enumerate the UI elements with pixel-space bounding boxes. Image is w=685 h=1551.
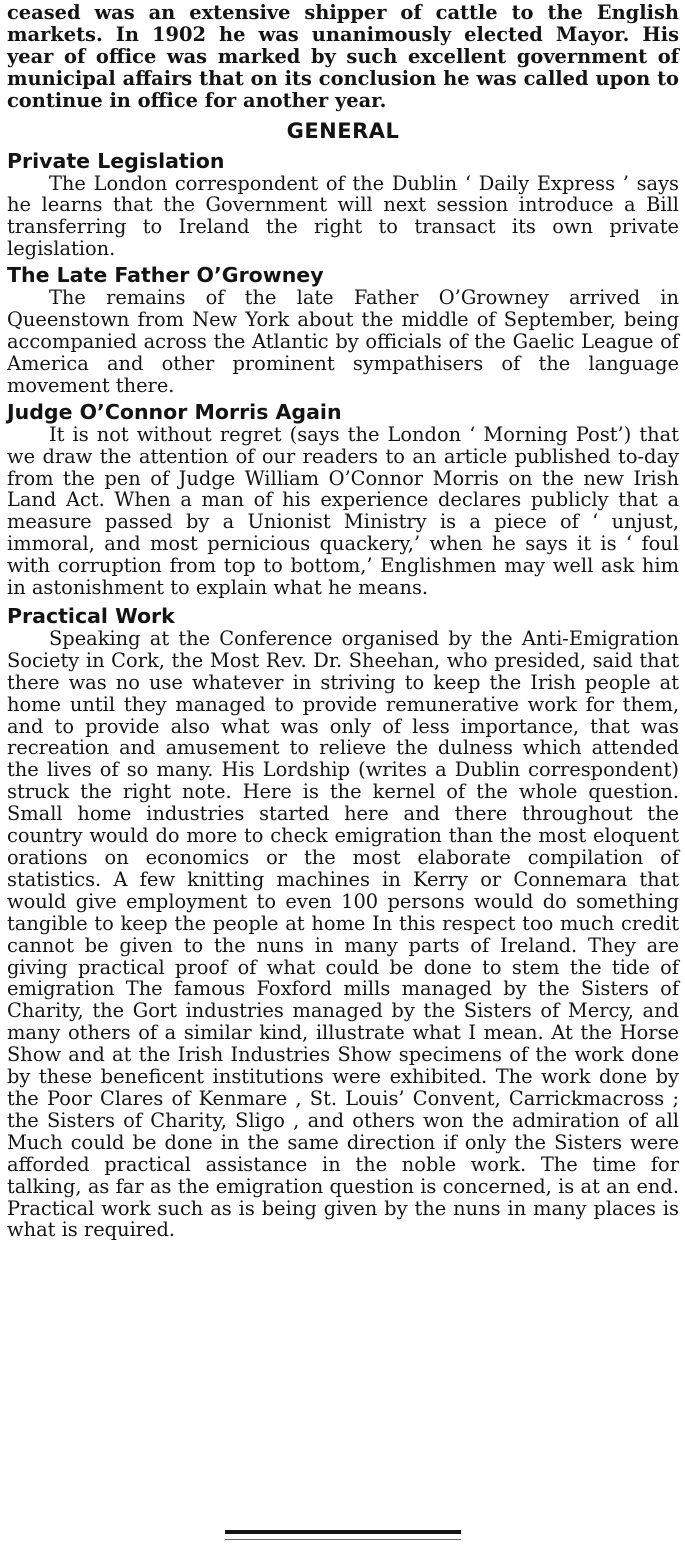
article-private-legislation xyxy=(7,150,679,261)
closing-rule-thin xyxy=(225,1539,461,1540)
article-father-ogrowney xyxy=(7,264,679,397)
newspaper-column xyxy=(7,0,679,1241)
article-heading: The Late Father O’Growney xyxy=(7,263,324,288)
article-heading: Private Legislation xyxy=(7,148,225,173)
section-title-general: GENERAL xyxy=(286,118,400,143)
article-judge-oconnor-morris xyxy=(7,401,679,599)
article-body: The London correspondent of the Dublin ‘ Daily Express ’ says he learns that the Government will next session introduce a Bill transferring to Ireland the right to transact its own private legislation. xyxy=(7,171,679,261)
article-body: Speaking at the Conference organised by the Anti-Emigration Society in Cork, the Most Rev. Dr. Sheehan, who presided, said that there was no use whatever in striving to keep the Irish people at home until they managed to provide remunerative work for them, and to provide also what was only of less importance, that was recreation and amusement to relieve the dulness which attended the lives of so many. His Lordship (writes a Dublin correspondent) struck the right note. Here is the kernel of the whole question. Small home industries started here and there throughout the country would do more to check emigration than the most eloquent orations on economics or the most elaborate compilation of statistics. A few knitting machines in Kerry or Connemara that would give employment to even 100 persons would do something tangible to keep the people at home In this respect too much credit cannot be given to the nuns in many parts of Ireland. They are giving practical proof of what could be done to stem the tide of emigration The famous Foxford mills managed by the Sisters of Charity, the Gort industries managed by the Sisters of Mercy, and many others of a similar kind, illustrate what I mean. At the Horse Show and at the Irish Industries Show specimens of the work done by these beneficent institutions were exhibited. The work done by the Poor Clares of Kenmare , St. Louis’ Convent, Carrickmacross ; the Sisters of Charity, Sligo , and others won the admiration of all Much could be done in the same direction if only the Sisters were afforded practical assistance in the noble work. The time for talking, as far as the emigration question is concerned, is at an end. Practical work such as is being given by the nuns in many places is what is required. xyxy=(7,626,679,1242)
article-heading: Practical Work xyxy=(7,603,175,628)
intro-paragraph: ceased was an extensive shipper of cattle to the English markets. In 1902 he was unanimously elected Mayor. His year of office was marked by such excellent government of municipal affairs that on its conclusion he was called upon to continue in office for another year. xyxy=(7,1,679,112)
article-body: It is not without regret (says the London ‘ Morning Post’) that we draw the attention of our readers to an article published to-day from the pen of Judge William O’Connor Morris on the new Irish Land Act. When a man of his experience declares publicly that a measure passed by a Unionist Ministry is a piece of ‘ unjust, immoral, and most pernicious quackery,’ when he says it is ‘ foul with corruption from top to bottom,’ Englishmen may well ask him in astonishment to explain what he means. xyxy=(7,422,679,600)
closing-rule xyxy=(225,1530,461,1534)
article-heading: Judge O’Connor Morris Again xyxy=(7,399,342,424)
article-practical-work xyxy=(7,605,679,1241)
article-body: The remains of the late Father O’Growney arrived in Queenstown from New York about the middle of September, being accompanied across the Atlantic by officials of the Gaelic League of America and other prominent sympathisers of the language movement there. xyxy=(7,286,679,397)
